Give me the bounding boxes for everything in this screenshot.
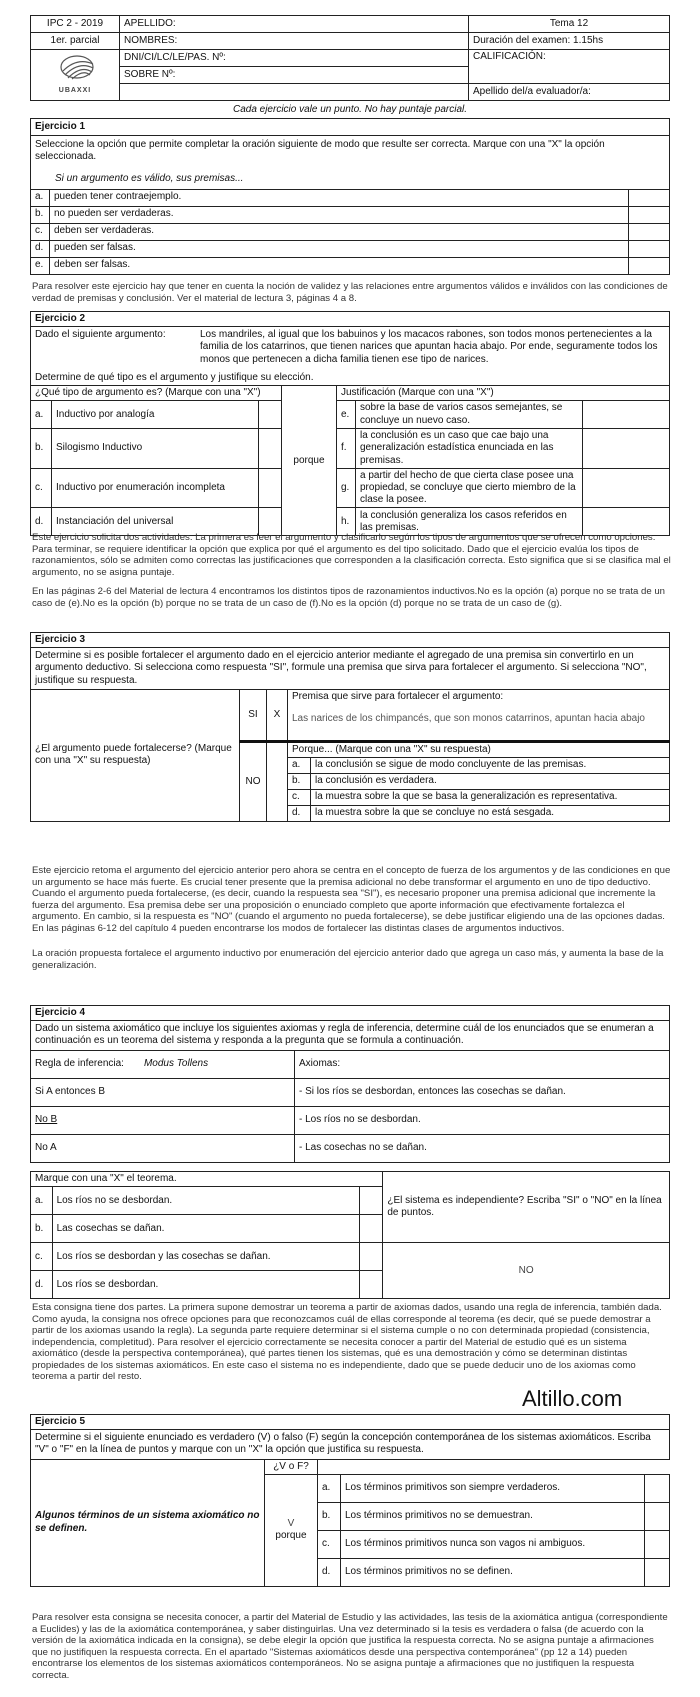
ex1-letter-e: e.	[31, 257, 50, 274]
ex3-option-b[interactable]: la conclusión es verdadera.	[311, 773, 670, 789]
ex4-answer[interactable]: NO	[383, 1243, 670, 1299]
ex4-mark-label: Marque con una "X" el teorema.	[31, 1172, 383, 1187]
ex5-option-b: Los términos primitivos no se demuestran.	[341, 1502, 645, 1530]
ex3-option-a[interactable]: la conclusión se sigue de modo concluyente de las premisas.	[311, 757, 670, 773]
ex1-option-b: no pueden ser verdaderas.	[50, 206, 629, 223]
ex4-letter-c: c.	[31, 1243, 53, 1271]
header-table	[30, 15, 670, 101]
ex3-option-d[interactable]: la muestra sobre la que se concluye no está sesgada.	[311, 805, 670, 821]
ex2-argument-cell	[31, 327, 670, 386]
ex1-option-a: pueden tener contraejemplo.	[50, 189, 629, 206]
ex2-title: Ejercicio 2	[31, 312, 670, 327]
ex4-regla-cell	[31, 1050, 295, 1078]
ex3-porque-label: Porque... (Marque con una "X" su respuesta)	[288, 741, 670, 757]
ex5-letter-a: a.	[318, 1474, 341, 1502]
logo-text: UBAXXI	[58, 86, 92, 94]
ex4-regla-name: Modus Tollens	[143, 1057, 209, 1069]
ex5-letter-c: c.	[318, 1530, 341, 1558]
ex1-letter-d: d.	[31, 240, 50, 257]
evaluador-label: Apellido del/a evaluador/a:	[469, 84, 670, 101]
ex2-instruction: Determine de qué tipo es el argumento y justifique su elección.	[35, 371, 314, 383]
ex3-explanation: Este ejercicio retoma el argumento del ejercicio anterior pero ahora se centra en el concepto de fuerza de los argumentos y de las condiciones en que un argumento se hace más fuerte. Es crucial tener presente que la premisa adicional no debe transformar el argumento en uno de tipo deductivo. Cuando el argumento pueda fortalecerse, (es decir, cuando la respuesta sea "SI"), es necesario proponer una premisa adicional que incremente la fuerza del argumento. Esa premisa debe ser una proposición o enunciado completo que aporte información que efectivamente fortalezca el argumento. En cambio, si la respuesta es "NO" (cuando el argumento no pueda fortalecerse), se debe justificar eligiendo una de las opciones dadas. En las páginas 6-12 del capítulo 4 pueden encontrarse los modos de fortalecer las distintas clases de argumentos inductivos.	[32, 865, 671, 934]
ex2-just-mark-f[interactable]	[583, 429, 670, 469]
ex5-answer-cell[interactable]	[265, 1474, 318, 1586]
ex3-premisa-label: Premisa que sirve para fortalecer el argumento:	[292, 690, 504, 702]
ex4-rule-line-3: No A	[31, 1134, 295, 1162]
ex4-option-a: Los ríos no se desbordan.	[52, 1187, 359, 1215]
ex3-letter-d: d.	[288, 805, 311, 821]
ex2-type-c: Inductivo por enumeración incompleta	[52, 468, 259, 508]
ex4-letter-d: d.	[31, 1271, 53, 1299]
ex3-no-label: NO	[240, 741, 267, 821]
ex1-letter-a: a.	[31, 189, 50, 206]
ex4-option-b: Las cosechas se dañan.	[52, 1215, 359, 1243]
ex2-right-header: Justificación (Marque con una "X")	[337, 385, 670, 400]
apellido-field[interactable]: APELLIDO:	[120, 16, 469, 33]
ex4-mark-c[interactable]	[359, 1243, 383, 1271]
ex2-just-letter-e: e.	[337, 401, 356, 429]
ex2-just-h: la conclusión generaliza los casos referidos en las premisas.	[356, 508, 583, 536]
header-blank-cell	[120, 84, 469, 101]
duracion-label: Duración del examen: 1.15hs	[469, 33, 670, 50]
ex2-just-mark-g[interactable]	[583, 468, 670, 508]
ex1-letter-c: c.	[31, 223, 50, 240]
ex2-type-a: Inductivo por analogía	[52, 401, 259, 429]
ex3-title: Ejercicio 3	[31, 633, 670, 648]
ex3-question: ¿El argumento puede fortalecerse? (Marque con una "X" su respuesta)	[31, 689, 240, 821]
dni-field[interactable]: DNI/CI/LC/LE/PAS. Nº:	[120, 50, 469, 67]
ex4-axiom-1: - Si los ríos se desbordan, entonces las cosechas se dañan.	[295, 1078, 670, 1106]
ex3-letter-b: b.	[288, 773, 311, 789]
ex2-type-letter-c: c.	[31, 468, 52, 508]
ex4-options-table	[30, 1171, 670, 1299]
ex5-blank	[318, 1459, 670, 1474]
ex2-left-header: ¿Qué tipo de argumento es? (Marque con una "X")	[31, 385, 282, 400]
ex1-mark-c[interactable]	[629, 223, 670, 240]
ex2-type-letter-a: a.	[31, 401, 52, 429]
ex4-instruction: Dado un sistema axiomático que incluye los siguientes axiomas y regla de inferencia, determine cuál de los enunciados que se enumeran a continuación es un teorema del sistema y responda a la pregunta que se formula a continuación.	[31, 1021, 670, 1050]
ex3-si-label: SI	[240, 689, 267, 741]
ex5-explanation: Para resolver esta consigna se necesita conocer, a partir del Material de Estudio y las actividades, las tesis de la axiomática antigua (correspondiente a Euclides) y las de la axiomática contemporánea, y saber distinguirlas. Una vez determinado si la tesis es verdadera o falsa (de acuerdo con la versión de la axiomática indicada en la consigna), se debe elegir la opción que justifica la respuesta correcta. No se asigna puntaje a afirmaciones que no justifiquen la respuesta correcta. En el apartado "Sistemas axiomáticos desde una perspectiva contemporánea" (pp 12 a 14) pueden encontrarse los elementos de los sistemas axiomáticos contemporáneos. No se asigna puntaje a afirmaciones que no justifiquen la respuesta correcta.	[32, 1612, 668, 1681]
ex1-mark-a[interactable]	[629, 189, 670, 206]
ex2-type-mark-a[interactable]	[259, 401, 282, 429]
ex5-title: Ejercicio 5	[31, 1415, 670, 1430]
ex5-option-c: Los términos primitivos nunca son vagos ni ambiguos.	[341, 1530, 645, 1558]
ex4-option-d: Los ríos se desbordan.	[52, 1271, 359, 1299]
ex5-option-d: Los términos primitivos no se definen.	[341, 1558, 645, 1586]
sobre-field[interactable]: SOBRE Nº:	[120, 67, 469, 84]
calificacion-label: CALIFICACIÓN:	[469, 50, 670, 84]
ex4-title: Ejercicio 4	[31, 1006, 670, 1021]
ex5-letter-d: d.	[318, 1558, 341, 1586]
ex1-letter-b: b.	[31, 206, 50, 223]
ex2-just-g: a partir del hecho de que cierta clase posee una propiedad, se concluye que cierto miembro de la clase la posee.	[356, 468, 583, 508]
ex3-table	[30, 632, 670, 822]
ex2-type-b: Silogismo Inductivo	[52, 429, 259, 469]
ex3-explanation-2: La oración propuesta fortalece el argumento inductivo por enumeración del ejercicio anterior dado que agrega un caso más, y aumenta la base de la generalización.	[32, 948, 664, 971]
ex2-argument: Los mandriles, al igual que los babuinos y los macacos rabones, son todos monos pertenecientes a la familia de los catarrinos, que tienen narices que apuntan hacia abajo. Por ende, seguramente todos los monos que pertenecen a dicha familia tienen ese tipo de narices.	[200, 329, 658, 365]
ex2-explanation-1: Este ejercicio solicita dos actividades. La primera es leer el argumento y clasificarlo según los tipos de argumentos que se ofrecen como opciones. Para terminar, se requiere identificar la opción que explica por qué el argumento es del tipo solicitado. Dado que el ejercicio evalúa los tipos de razonamientos, sólo se admiten como correctas las justificaciones que corresponden a la clasificación correcta. Esto significa que si se clasifica mal el argumento, no se asigna puntaje.	[32, 532, 671, 578]
ex1-table	[30, 118, 670, 275]
ex2-just-letter-f: f.	[337, 429, 356, 469]
exam-label: 1er. parcial	[31, 33, 120, 50]
ex1-mark-d[interactable]	[629, 240, 670, 257]
ex2-given-label: Dado el siguiente argumento:	[35, 329, 166, 341]
ex3-si-mark[interactable]: X	[267, 689, 288, 741]
ex5-instruction: Determine si el siguiente enunciado es verdadero (V) o falso (F) según la concepción contemporánea de los sistemas axiomáticos. Escriba "V" o "F" en la línea de puntos y marque con un "X" la opción que justifica su respuesta.	[31, 1430, 670, 1459]
ex5-letter-b: b.	[318, 1502, 341, 1530]
ex4-mark-d[interactable]	[359, 1271, 383, 1299]
ex4-letter-b: b.	[31, 1215, 53, 1243]
ubaxxi-logo	[53, 55, 97, 83]
course-label: IPC 2 - 2019	[31, 16, 120, 33]
ex4-option-c: Los ríos se desbordan y las cosechas se dañan.	[52, 1243, 359, 1271]
nombres-field[interactable]: NOMBRES:	[120, 33, 469, 50]
ex5-mark-a[interactable]	[645, 1474, 670, 1502]
ex5-mark-d[interactable]	[645, 1558, 670, 1586]
watermark-text: Altillo.com	[522, 1386, 623, 1411]
ex1-mark-b[interactable]	[629, 206, 670, 223]
ex5-statement: Algunos términos de un sistema axiomático no se definen.	[31, 1459, 265, 1586]
ex4-mark-a[interactable]	[359, 1187, 383, 1215]
ex1-instruction	[31, 136, 670, 190]
ex5-table	[30, 1414, 670, 1587]
ex3-premisa-answer: Las narices de los chimpancés, que son monos catarrinos, apuntan hacia abajo	[292, 712, 645, 724]
ex2-porque: porque	[282, 385, 337, 535]
ex5-mark-b[interactable]	[645, 1502, 670, 1530]
ex2-type-letter-b: b.	[31, 429, 52, 469]
ex4-mark-b[interactable]	[359, 1215, 383, 1243]
ex3-instruction: Determine si es posible fortalecer el argumento dado en el ejercicio anterior mediante el agregado de una premisa sin convertirlo en un argumento deductivo. Si selecciona como respuesta "SI", formule una premisa que sirva para fortalecer el argumento. Si selecciona "NO", justifique su respuesta.	[31, 648, 670, 690]
ex1-mark-e[interactable]	[629, 257, 670, 274]
ex4-question: ¿El sistema es independiente? Escriba "SI" o "NO" en la línea de puntos.	[383, 1172, 670, 1243]
ex5-mark-c[interactable]	[645, 1530, 670, 1558]
ex1-option-d: pueden ser falsas.	[50, 240, 629, 257]
ex5-option-a: Los términos primitivos son siempre verdaderos.	[341, 1474, 645, 1502]
ex4-rule-line-2: No B	[31, 1106, 295, 1134]
ex5-porque: porque	[275, 1530, 307, 1542]
ex4-table	[30, 1005, 670, 1163]
ex4-regla-label: Regla de inferencia:	[35, 1057, 124, 1069]
ex1-stem: Si un argumento es válido, sus premisas...	[55, 173, 244, 185]
ex4-rule-line-1: Si A entonces B	[31, 1078, 295, 1106]
ex4-axiom-3: - Las cosechas no se dañan.	[295, 1134, 670, 1162]
ex4-explanation: Esta consigna tiene dos partes. La primera supone demostrar un teorema a partir de axiomas dados, usando una regla de inferencia, también dada. Como ayuda, la consigna nos ofrece opciones para que reconozcamos cuál de ellas corresponde al teorema (es decir, qué se puede demostrar a partir de los axiomas usando la regla). La segunda parte requiere determinar si el sistema cumple o no con determinada propiedad (consistencia, independencia, completitud). Para resolver el ejercicio correctamente se necesita conocer a partir del Material de estudio qué es un sistema axiomático (desde la perspectiva contemporánea), qué partes tienen los sistemas, qué es una demostración y cómo se determinan distintas propiedades de los sistemas axiomáticos. En este caso el sistema no es independiente, dado que se puede deducir uno de los axiomas como teorema a partir del resto.	[32, 1302, 662, 1382]
ex4-letter-a: a.	[31, 1187, 53, 1215]
ex3-option-c[interactable]: la muestra sobre la que se basa la generalización es representativa.	[311, 789, 670, 805]
ex1-option-e: deben ser falsas.	[50, 257, 629, 274]
ex2-explanation-2: En las páginas 2-6 del Material de lectura 4 encontramos los distintos tipos de razonamientos inductivos.No es la opción (a) porque no se trata de un caso de (e).No es la opción (b) porque no se trata de un caso de (f).No es la opción (d) porque no se trata de un caso de (g).	[32, 586, 666, 609]
ex3-no-mark[interactable]	[267, 741, 288, 821]
ex3-premisa-cell[interactable]	[288, 689, 670, 741]
logo-cell	[31, 50, 120, 101]
ex1-title: Ejercicio 1	[31, 119, 670, 136]
ex2-type-mark-b[interactable]	[259, 429, 282, 469]
ex2-just-mark-e[interactable]	[583, 401, 670, 429]
tema-label: Tema 12	[469, 16, 670, 33]
ex2-table	[30, 311, 670, 536]
ex3-letter-c: c.	[288, 789, 311, 805]
ex2-just-f: la conclusión es un caso que cae bajo una generalización estadística enunciada en las premisas.	[356, 429, 583, 469]
ex4-axiomas-label: Axiomas:	[295, 1050, 670, 1078]
ex4-axiom-2: - Los ríos no se desbordan.	[295, 1106, 670, 1134]
scoring-note: Cada ejercicio vale un punto. No hay puntaje parcial.	[232, 104, 468, 115]
ex1-option-c: deben ser verdaderas.	[50, 223, 629, 240]
ex5-vof-label: ¿V o F?	[265, 1459, 318, 1474]
ex1-instruction-text: Seleccione la opción que permite completar la oración siguiente de modo que resulte ser correcta. Marque con una "X" la opción seleccionada.	[35, 139, 605, 163]
ex2-just-letter-g: g.	[337, 468, 356, 508]
ex2-just-letter-h: h.	[337, 508, 356, 536]
ex1-explanation: Para resolver este ejercicio hay que tener en cuenta la noción de validez y las relaciones entre argumentos válidos e inválidos con las condiciones de verdad de premisas y conclusión. Ver el material de lectura 3, páginas 4 a 8.	[32, 281, 668, 304]
ex3-letter-a: a.	[288, 757, 311, 773]
ex2-type-letter-d: d.	[31, 508, 52, 536]
ex2-type-mark-c[interactable]	[259, 468, 282, 508]
ex2-type-d: Instanciación del universal	[52, 508, 259, 536]
ex5-answer: V	[287, 1518, 295, 1530]
ex2-just-e: sobre la base de varios casos semejantes, se concluye un nuevo caso.	[356, 401, 583, 429]
